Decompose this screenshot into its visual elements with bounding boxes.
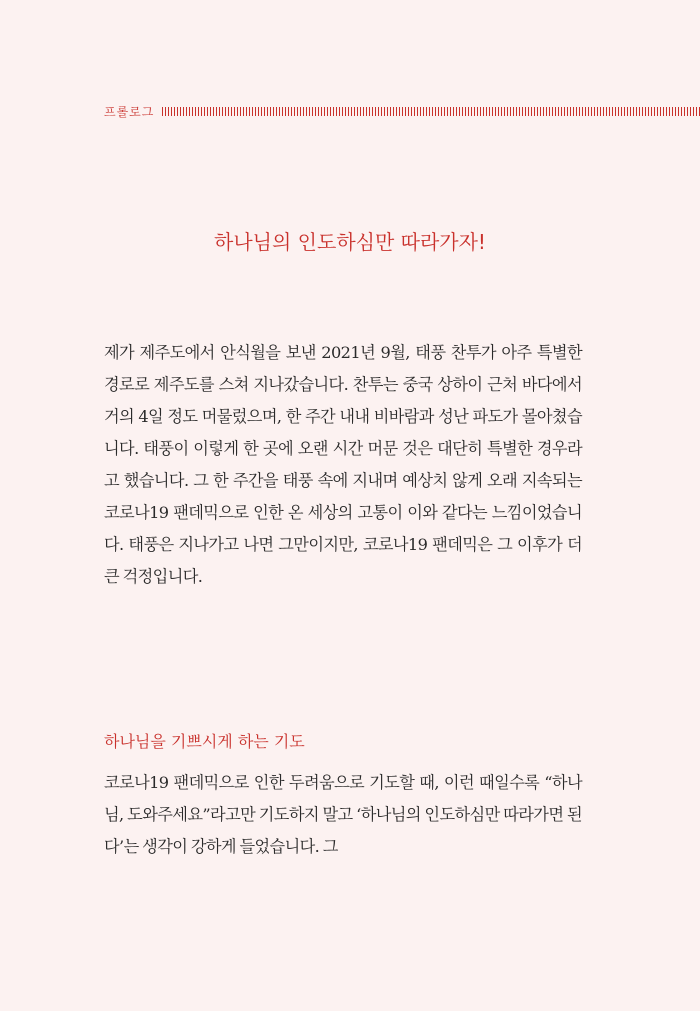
body-paragraph-2: 코로나19 팬데믹으로 인한 두려움으로 기도할 때, 이런 때일수록 “하나님, 도와주세요”라고만 기도하지 말고 ‘하나님의 인도하심만 따라가면 된다’는 생각이 강하게 들었습니다. 그 xyxy=(104,773,582,856)
decorative-rule xyxy=(162,107,700,116)
chapter-title: 하나님의 인도하심만 따라가자! xyxy=(214,230,486,254)
section-subheading: 하나님을 기쁘시게 하는 기도 xyxy=(104,732,305,751)
section-label: 프롤로그 xyxy=(104,104,155,119)
running-header xyxy=(104,102,700,120)
body-paragraph-1: 제가 제주도에서 안식월을 보낸 2021년 9월, 태풍 찬투가 아주 특별한 경로로 제주도를 스쳐 지나갔습니다. 찬투는 중국 상하이 근처 바다에서 거의 4일 정도 머물렀으며, 한 주간 내내 비바람과 성난 파도가 몰아쳤습니다. 태풍이 이렇게 한 곳에 오랜 시간 머문 것은 대단히 특별한 경우라고 했습니다. 그 한 주간을 태풍 속에 지내며 예상치 않게 오래 지속되는 코로나19 팬데믹으로 인한 온 세상의 고통이 이와 같다는 느낌이었습니다. 태풍은 지나가고 나면 그만이지만, 코로나19 팬데믹은 그 이후가 더 큰 걱정입니다. xyxy=(104,343,582,586)
